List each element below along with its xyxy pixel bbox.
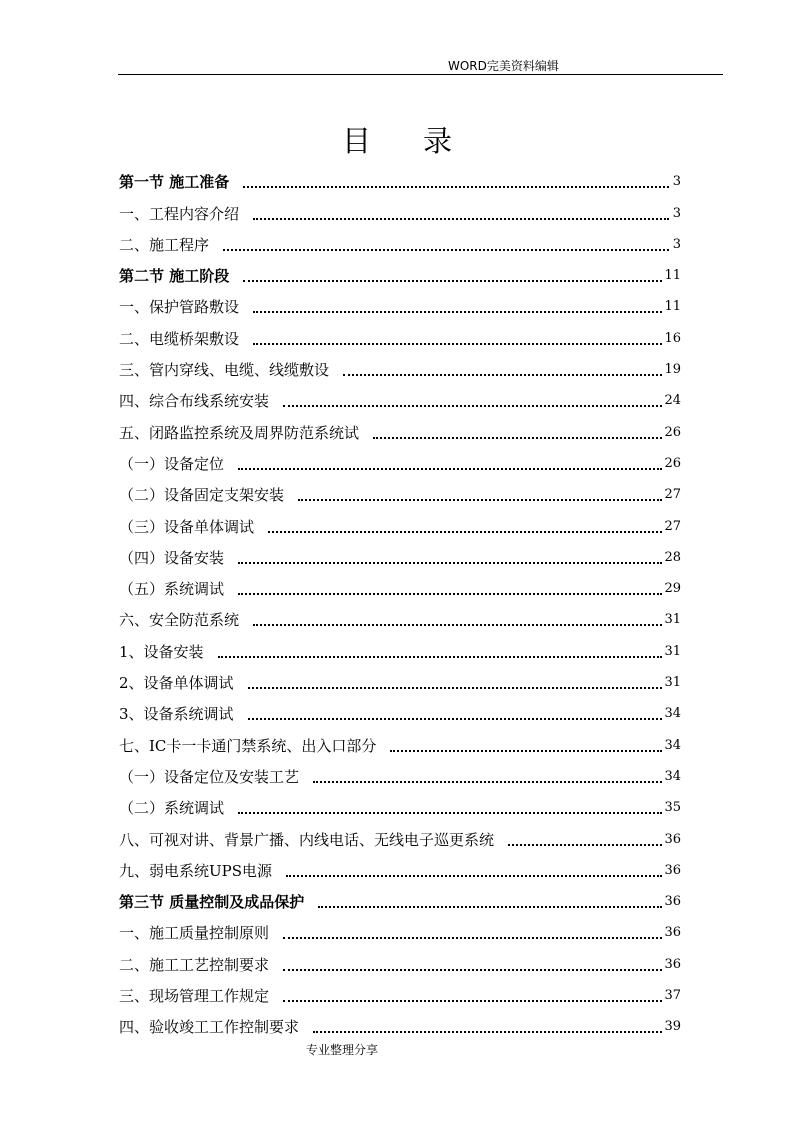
toc-entry[interactable] — [119, 255, 681, 286]
toc-entry-page-number: 27 — [664, 487, 681, 503]
toc-leader-dots — [238, 812, 662, 814]
toc-entry-page-number: 11 — [664, 299, 681, 315]
toc-entry-label: 第一节 施工准备 — [119, 173, 230, 192]
toc-entry-page-number: 36 — [664, 956, 681, 972]
toc-entry[interactable] — [119, 317, 681, 348]
toc-leader-dots — [313, 781, 662, 783]
page-title — [0, 119, 794, 160]
toc-entry-label: 二、施工工艺控制要求 — [119, 955, 270, 974]
toc-leader-dots — [243, 280, 662, 282]
toc-entry-page-number: 34 — [664, 737, 681, 753]
toc-entry[interactable] — [119, 975, 681, 1006]
toc-leader-dots — [238, 593, 662, 595]
toc-leader-dots — [508, 844, 662, 846]
toc-entry-label: 五、闭路监控系统及周界防范系统试 — [119, 423, 360, 442]
toc-entry[interactable] — [119, 943, 681, 974]
toc-entry-page-number: 31 — [664, 643, 681, 659]
toc-entry-label: 四、综合布线系统安装 — [119, 392, 270, 411]
toc-entry[interactable] — [119, 881, 681, 912]
toc-entry[interactable] — [119, 724, 681, 755]
toc-entry-page-number: 24 — [664, 393, 681, 409]
toc-leader-dots — [286, 875, 662, 877]
title-char-2: 录 — [423, 124, 453, 158]
toc-entry[interactable] — [119, 380, 681, 411]
toc-entry-label: 二、电缆桥架敷设 — [119, 329, 240, 348]
toc-entry-page-number: 36 — [664, 925, 681, 941]
toc-entry[interactable] — [119, 599, 681, 630]
toc-leader-dots — [253, 311, 662, 313]
toc-entry-label: （五）系统调试 — [119, 580, 225, 599]
toc-entry-label: 六、安全防范系统 — [119, 611, 240, 630]
toc-leader-dots — [313, 1031, 662, 1033]
toc-entry-label: 三、现场管理工作规定 — [119, 987, 270, 1006]
toc-leader-dots — [253, 343, 662, 345]
toc-entry-label: 四、验收竣工工作控制要求 — [119, 1018, 300, 1037]
toc-entry-label: 七、IC卡一卡通门禁系统、出入口部分 — [119, 736, 377, 755]
toc-entry[interactable] — [119, 192, 681, 223]
toc-entry-label: （二）系统调试 — [119, 799, 225, 818]
toc-entry-label: （一）设备定位 — [119, 454, 225, 473]
header-rule — [118, 74, 723, 75]
toc-entry-page-number: 11 — [664, 268, 681, 284]
toc-entry[interactable] — [119, 912, 681, 943]
toc-entry[interactable] — [119, 1006, 681, 1037]
toc-entry-label: 第二节 施工阶段 — [119, 267, 230, 286]
toc-leader-dots — [253, 218, 669, 220]
toc-entry-page-number: 37 — [664, 988, 681, 1004]
toc-entry-label: 一、施工质量控制原则 — [119, 924, 270, 943]
toc-leader-dots — [283, 1000, 662, 1002]
toc-leader-dots — [283, 969, 662, 971]
toc-leader-dots — [373, 437, 662, 439]
toc-leader-dots — [318, 906, 662, 908]
table-of-contents — [119, 161, 681, 1037]
toc-entry[interactable] — [119, 662, 681, 693]
toc-entry-page-number: 35 — [664, 800, 681, 816]
toc-entry-page-number: 16 — [664, 330, 681, 346]
toc-entry-page-number: 39 — [664, 1019, 681, 1035]
toc-entry-label: 二、施工程序 — [119, 235, 210, 254]
toc-entry-label: （二）设备固定支架安装 — [119, 486, 285, 505]
toc-entry-label: 一、工程内容介绍 — [119, 204, 240, 223]
toc-leader-dots — [223, 249, 669, 251]
toc-entry-page-number: 36 — [664, 831, 681, 847]
toc-entry-page-number: 26 — [664, 424, 681, 440]
toc-entry-page-number: 29 — [664, 581, 681, 597]
toc-entry-label: （三）设备单体调试 — [119, 517, 255, 536]
toc-entry[interactable] — [119, 537, 681, 568]
toc-entry[interactable] — [119, 349, 681, 380]
toc-leader-dots — [298, 499, 662, 501]
toc-entry-page-number: 36 — [664, 862, 681, 878]
toc-leader-dots — [253, 624, 662, 626]
toc-entry-page-number: 19 — [664, 362, 681, 378]
toc-entry-label: 三、管内穿线、电缆、线缆敷设 — [119, 361, 330, 380]
toc-entry-page-number: 34 — [664, 768, 681, 784]
toc-leader-dots — [238, 468, 662, 470]
toc-entry[interactable] — [119, 474, 681, 505]
toc-entry-label: 1、设备安装 — [119, 642, 204, 661]
toc-entry[interactable] — [119, 630, 681, 661]
toc-entry-label: （一）设备定位及安装工艺 — [119, 767, 300, 786]
toc-entry-label: 3、设备系统调试 — [119, 705, 234, 724]
toc-leader-dots — [283, 937, 662, 939]
toc-entry-page-number: 34 — [664, 706, 681, 722]
toc-leader-dots — [343, 374, 662, 376]
toc-entry[interactable] — [119, 787, 681, 818]
toc-entry-label: 2、设备单体调试 — [119, 674, 234, 693]
toc-entry[interactable] — [119, 818, 681, 849]
toc-entry[interactable] — [119, 693, 681, 724]
toc-entry-label: 九、弱电系统UPS电源 — [119, 861, 273, 880]
page-footer-text: 专业整理分享 — [306, 1043, 379, 1057]
toc-entry-page-number: 27 — [664, 518, 681, 534]
toc-entry[interactable] — [119, 756, 681, 787]
toc-entry-page-number: 36 — [664, 894, 681, 910]
toc-leader-dots — [243, 186, 669, 188]
page-header-text: WORD完美资料编辑 — [448, 59, 559, 73]
toc-leader-dots — [238, 562, 662, 564]
toc-leader-dots — [390, 750, 662, 752]
toc-leader-dots — [248, 687, 663, 689]
toc-entry[interactable] — [119, 224, 681, 255]
toc-entry-page-number: 31 — [664, 675, 681, 691]
toc-entry[interactable] — [119, 850, 681, 881]
toc-entry[interactable] — [119, 411, 681, 442]
toc-entry-label: 八、可视对讲、背景广播、内线电话、无线电子巡更系统 — [119, 830, 495, 849]
toc-entry-page-number: 31 — [664, 612, 681, 628]
toc-entry[interactable] — [119, 568, 681, 599]
toc-leader-dots — [248, 718, 663, 720]
toc-entry-page-number: 28 — [664, 549, 681, 565]
toc-leader-dots — [218, 656, 663, 658]
title-char-1: 目 — [341, 124, 371, 158]
toc-leader-dots — [283, 405, 662, 407]
toc-entry-page-number: 26 — [664, 455, 681, 471]
toc-entry[interactable] — [119, 286, 681, 317]
toc-entry-page-number: 3 — [672, 236, 681, 252]
toc-leader-dots — [268, 531, 662, 533]
toc-entry[interactable] — [119, 505, 681, 536]
toc-entry[interactable] — [119, 161, 681, 192]
toc-entry[interactable] — [119, 443, 681, 474]
toc-entry-label: （四）设备安装 — [119, 548, 225, 567]
toc-entry-label: 一、保护管路敷设 — [119, 298, 240, 317]
toc-entry-page-number: 3 — [672, 174, 681, 190]
toc-entry-page-number: 3 — [672, 205, 681, 221]
toc-entry-label: 第三节 质量控制及成品保护 — [119, 893, 305, 912]
